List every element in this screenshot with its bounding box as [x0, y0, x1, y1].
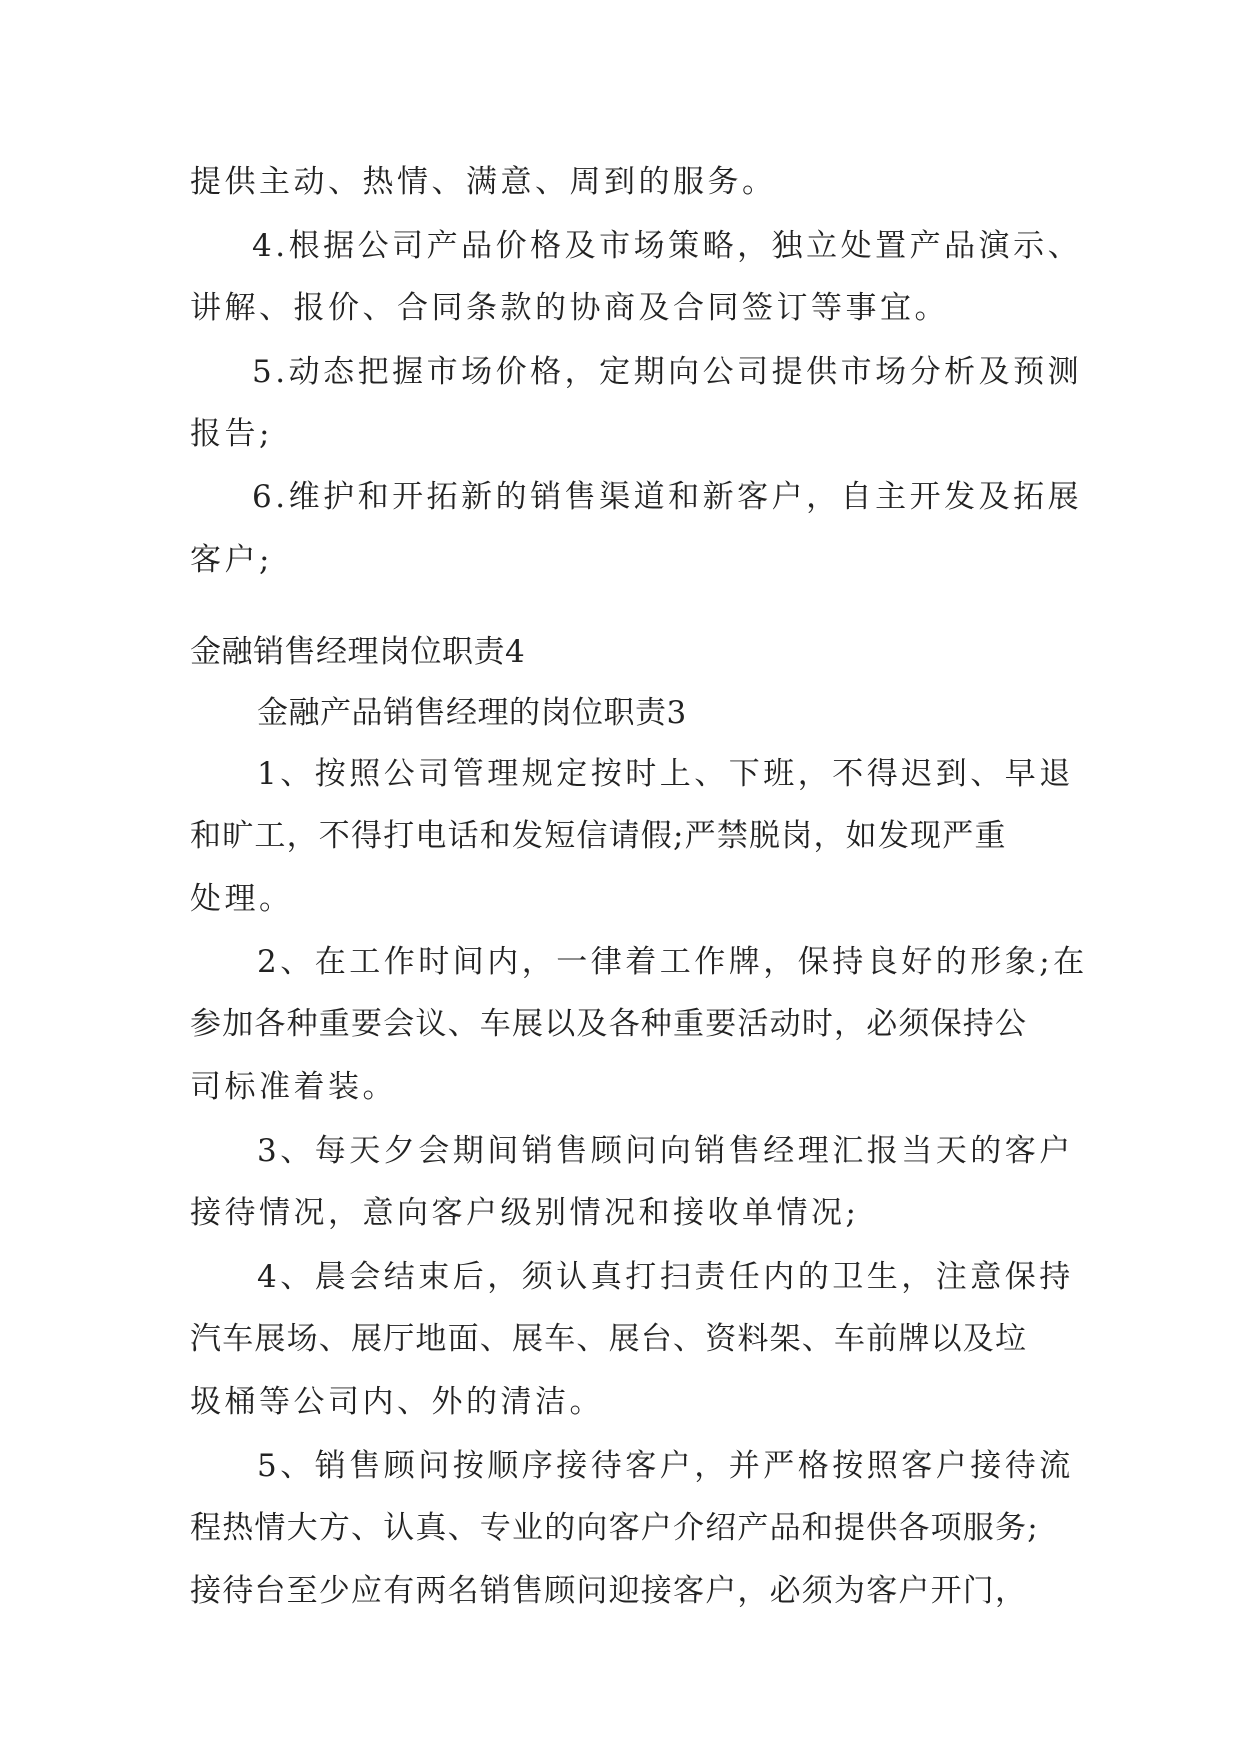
text-line: 接待情况，意向客户级别情况和接收单情况;	[190, 1195, 860, 1231]
text-line: 汽车展场、展厅地面、展车、展台、资料架、车前牌以及垃	[190, 1321, 1028, 1357]
text-line: 提供主动、热情、满意、周到的服务。	[190, 164, 777, 200]
text-line: 5.动态把握市场价格，定期向公司提供市场分析及预测	[252, 354, 1083, 390]
text-line: 圾桶等公司内、外的清洁。	[190, 1384, 604, 1420]
text-line: 6.维护和开拓新的销售渠道和新客户，自主开发及拓展	[252, 479, 1083, 515]
text-line: 3、每天夕会期间销售顾问向销售经理汇报当天的客户	[257, 1133, 1074, 1169]
text-line: 接待台至少应有两名销售顾问迎接客户，必须为客户开门，	[190, 1573, 1028, 1609]
text-line: 和旷工，不得打电话和发短信请假;严禁脱岗，如发现严重	[190, 818, 1007, 854]
text-line: 5、销售顾问按顺序接待客户，并严格按照客户接待流	[257, 1448, 1074, 1484]
text-line: 4、晨会结束后，须认真打扫责任内的卫生，注意保持	[257, 1259, 1074, 1295]
text-line: 参加各种重要会议、车展以及各种重要活动时，必须保持公	[190, 1006, 1028, 1042]
section-subheading: 金融产品销售经理的岗位职责3	[257, 695, 687, 731]
text-line: 处理。	[190, 881, 294, 917]
text-line: 程热情大方、认真、专业的向客户介绍产品和提供各项服务;	[190, 1510, 1039, 1546]
text-line: 客户;	[190, 542, 273, 578]
section-heading: 金融销售经理岗位职责4	[190, 634, 526, 670]
text-line: 讲解、报价、合同条款的协商及合同签订等事宜。	[190, 290, 949, 326]
text-line: 4.根据公司产品价格及市场策略，独立处置产品演示、	[252, 228, 1083, 264]
text-line: 报告;	[190, 416, 273, 452]
text-line: 2、在工作时间内，一律着工作牌，保持良好的形象;在	[257, 944, 1088, 980]
text-line: 司标准着装。	[190, 1069, 397, 1105]
text-line: 1、按照公司管理规定按时上、下班，不得迟到、早退	[257, 756, 1074, 792]
